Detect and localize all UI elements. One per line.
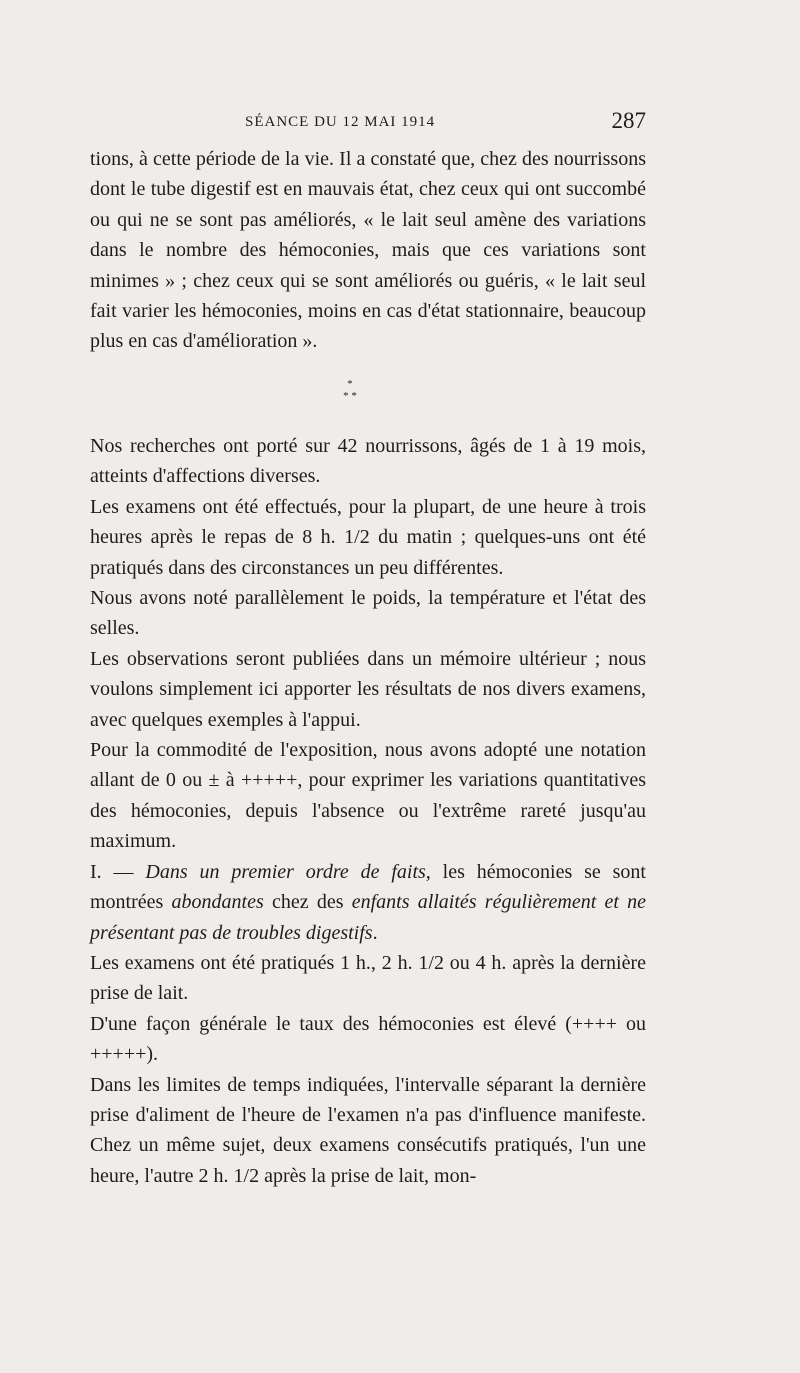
paragraph-exam-timing: Les examens ont été effectués, pour la plupart, de une heure à trois heures après le repas de 8 h. 1/2 du matin ; quelques-uns ont été pratiqués dans des circonstances un peu différentes.	[90, 495, 646, 579]
text-run: .	[372, 921, 378, 944]
paragraph-measurements: Nous avons noté parallèlement le poids, la température et l'état des selles.	[90, 587, 646, 640]
page-header	[90, 108, 646, 138]
paragraph-subjects: Nos recherches ont porté sur 42 nourrissons, âgés de 1 à 19 mois, atteints d'affections diverses.	[90, 435, 646, 488]
italic-phrase-infants: enfants allaités régulièrement et ne présentant pas de troubles digestifs	[90, 891, 646, 944]
paragraph-notation: Pour la commodité de l'exposition, nous avons adopté une notation allant de 0 ou ± à +++++, pour exprimer les variations quantitatives des hémoconies, depuis l'absence ou l'extrême rareté jusqu'au maximum.	[90, 739, 646, 853]
main-text-block	[90, 431, 646, 1191]
paragraph-exam-hours: Les examens ont été pratiqués 1 h., 2 h. 1/2 ou 4 h. après la dernière prise de lait.	[90, 951, 646, 1005]
paragraph-first-order	[90, 857, 646, 948]
italic-phrase-abundant: abondantes	[171, 891, 264, 914]
text-run: , les hémoconies se sont montrées	[90, 860, 646, 914]
asterism-top: *	[347, 378, 353, 390]
text-run: chez des	[263, 891, 352, 914]
page-number: 287	[611, 108, 646, 133]
intro-paragraph: tions, à cette période de la vie. Il a constaté que, chez des nourrissons dont le tube digestif est en mauvais état, chez ceux qui ont succombé ou qui ne se sont pas améliorés, « le lait seul amène des variations dans le nombre des hémoconies, mais que ces variations sont minimes » ; chez ceux qui se sont améliorés ou guéris, « le lait seul fait varier les hémoconies, moins en cas d'état stationnaire, beaucoup plus en cas d'amélioration ».	[90, 148, 646, 353]
paragraph-general-rate: D'une façon générale le taux des hémoconies est élevé (++++ ou +++++).	[90, 1012, 646, 1066]
paragraph-time-limits: Dans les limites de temps indiquées, l'intervalle séparant la dernière prise d'aliment de l'heure de l'examen n'a pas d'influence manifeste. Chez un même sujet, deux examens consécutifs pratiqués, l'un une heure, l'autre 2 h. 1/2 après la prise de lait, mon-	[90, 1073, 646, 1187]
intro-text-block	[90, 144, 646, 357]
asterism-bottom: * *	[343, 390, 357, 402]
running-head: SÉANCE DU 12 MAI 1914	[245, 114, 436, 130]
italic-phrase-first-order: Dans un premier ordre de faits	[145, 860, 426, 883]
paragraph-observations: Les observations seront publiées dans un mémoire ultérieur ; nous voulons simplement ici apporter les résultats de nos divers examens, avec quelques exemples à l'appui.	[90, 647, 646, 731]
section-lead: I. —	[90, 860, 146, 883]
asterism-divider	[330, 378, 370, 402]
